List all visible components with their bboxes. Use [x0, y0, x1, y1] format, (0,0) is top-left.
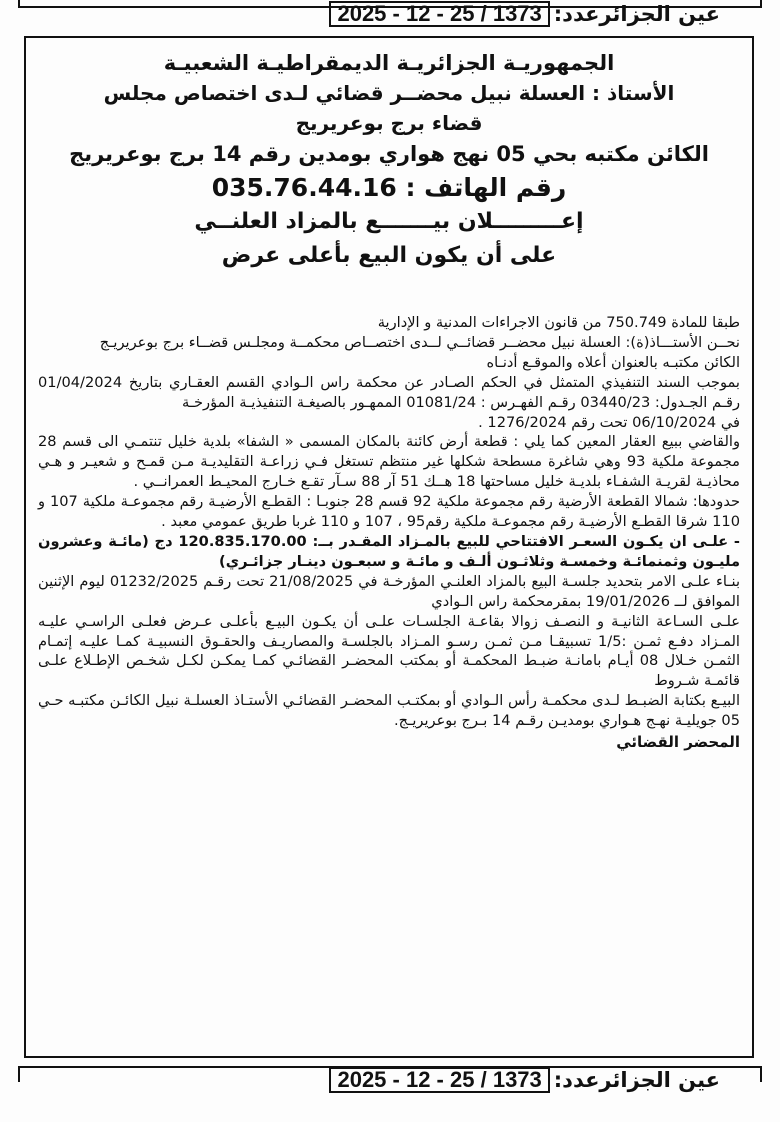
- sale-conditions: علـى السـاعة الثانيـة و النصـف زوالا بقاعـة الجلسـات علـى أن يكـون البيـع بأعلـى عـرض فعلـى الراسـي عليـه المـزاد دفـع ثمـن :1/5 تسبيقـا مـن ثمـن رسـو المـزاد بالجلسـة والمصاريـف والحقـوق النسبيـة كمـا عليـه إتمـام الثمـن خـلال 08 أيـام بامانـة ضبـط المحكمـة أو بمكتب المحضـر القضائـي كمـا يمكـن لكـل شخـص الإطـلاع علـى قائمـة شـروط: [38, 612, 740, 690]
- issue-number-date: [329, 1, 549, 27]
- issue-number-bottom: 1373: [492, 1067, 542, 1092]
- notice-title: إعـــــــــلان بيـــــــع بالمزاد العلنــي: [194, 209, 584, 234]
- issue-date-bottom: 2025 - 12 - 25: [337, 1067, 475, 1092]
- judgment-reference: بموجب السند التنفيذي المتمثل في الحكم الصـادر عن محكمة راس الـوادي القسم العقـاري بتاريخ 01/04/2024 رقـم الجـدول: 03440/23 رقـم الفهـرس : 01081/24 الممهـور بالصيغـة التنفيذيـة المؤرخـة: [38, 373, 740, 411]
- issue-separator: /: [480, 1, 487, 26]
- property-description: والقاضي ببيع العقار المعين كما يلي : قطعة أرض كائنة بالمكان المسمى « الشفا» بلدية خليل تنتمـي الى قسم 28 مجموعة ملكية 93 وهي شاغرة مسطحة شكلها غير منتظم تستغل فـي زراعـة التقليديـة مـن قمـح و شعيـر و هـي محاذيـة لقريـة الشفـاء بلديـة خليل مساحتها 18 هــك 51 آر 88 سـآر تقـع خـارج المحيـط العمرانــي .: [38, 433, 740, 491]
- session-order: بنـاء علـى الامر بتحديد جلسـة البيع بالمزاد العلنـي المؤرخـة في 21/08/2025 تحت رقـم 01232/2025 ليوم الإثنين الموافق لــ 19/01/2026 بمقرمحكمة راس الـوادي: [38, 572, 741, 610]
- sale-terms-location: البيـع بكتابة الضبـط لـدى محكمـة رأس الـوادي أو بمكتـب المحضـر القضائـي الأستـاذ العسلـة نبيل الكائـن مكتبـه حـي 05 جويليـة نهـج هـواري بومديـن رقـم 14 بـرج بوعريريـج.: [38, 692, 740, 730]
- notice-body: [38, 313, 740, 753]
- signature: المحضر القضائي: [616, 733, 740, 752]
- republic-heading: الجمهوريـة الجزائريـة الديمقراطيـة الشعبيـة: [163, 51, 615, 75]
- issue-header-bottom: [300, 1066, 720, 1094]
- office-address: الكائن مكتبه بحي 05 نهج هواري بومدين رقم 14 برج بوعريريج: [69, 142, 709, 166]
- bailiff-line-2: قضاء برج بوعريريج: [295, 111, 483, 135]
- legal-basis: طبقا للمادة 750.749 من قانون الاجراءات المدنية و الإدارية: [377, 314, 740, 331]
- issue-label: عين الجزائرعدد:: [553, 2, 720, 26]
- notice-subtitle: على أن يكون البيع بأعلى عرض: [221, 243, 557, 268]
- bailiff-line-1: الأستاذ : العسلة نبيل محضــر قضائي لـدى اختصاص مجلس: [103, 81, 675, 105]
- property-boundaries: حدودها: شمالا القطعة الأرضية رقم مجموعة ملكية 92 قسم 28 جنوبـا : القطـع الأرضيـة رقم مجموعـة ملكية 107 و 110 شرقا القطـع الأرضيـة رقم مجموعـة ملكية رقم95 ، 107 و 110 غربا طريق عمومي معبد .: [38, 493, 740, 531]
- phone-number: رقم الهاتف : 035.76.44.16: [211, 173, 567, 202]
- issue-separator-bottom: /: [480, 1067, 487, 1092]
- issue-number-date-bottom: [329, 1067, 549, 1093]
- issue-label-bottom: عين الجزائرعدد:: [553, 1068, 720, 1092]
- opening-price: - علـى ان يكـون السعـر الافتتاحي للبيع بالمـزاد المقـدر بــ: 120.835.170.00 دج (مائـة وعشرون مليـون وثمنمائـة وخمسـة وثلاثـون ألـف و مائـة و سبعـون دينـار جزائـري): [38, 532, 740, 570]
- issue-number: 1373: [492, 1, 542, 26]
- bailiff-statement: نحــن الأستـــاذ(ة): العسلة نبيل محضــر قضائــي لــدى اختصــاص محكمــة ومجلـس قضــاء برج بوعريريـج: [99, 333, 740, 351]
- auction-notice: [24, 36, 754, 1058]
- issue-header-top: [300, 0, 720, 28]
- execution-date: في 06/10/2024 تحت رقم 1276/2024 .: [478, 413, 740, 431]
- office-reference: الكائن مكتبـه بالعنوان أعلاه والموقـع أدنـاه: [486, 353, 740, 371]
- issue-date: 2025 - 12 - 25: [337, 1, 475, 26]
